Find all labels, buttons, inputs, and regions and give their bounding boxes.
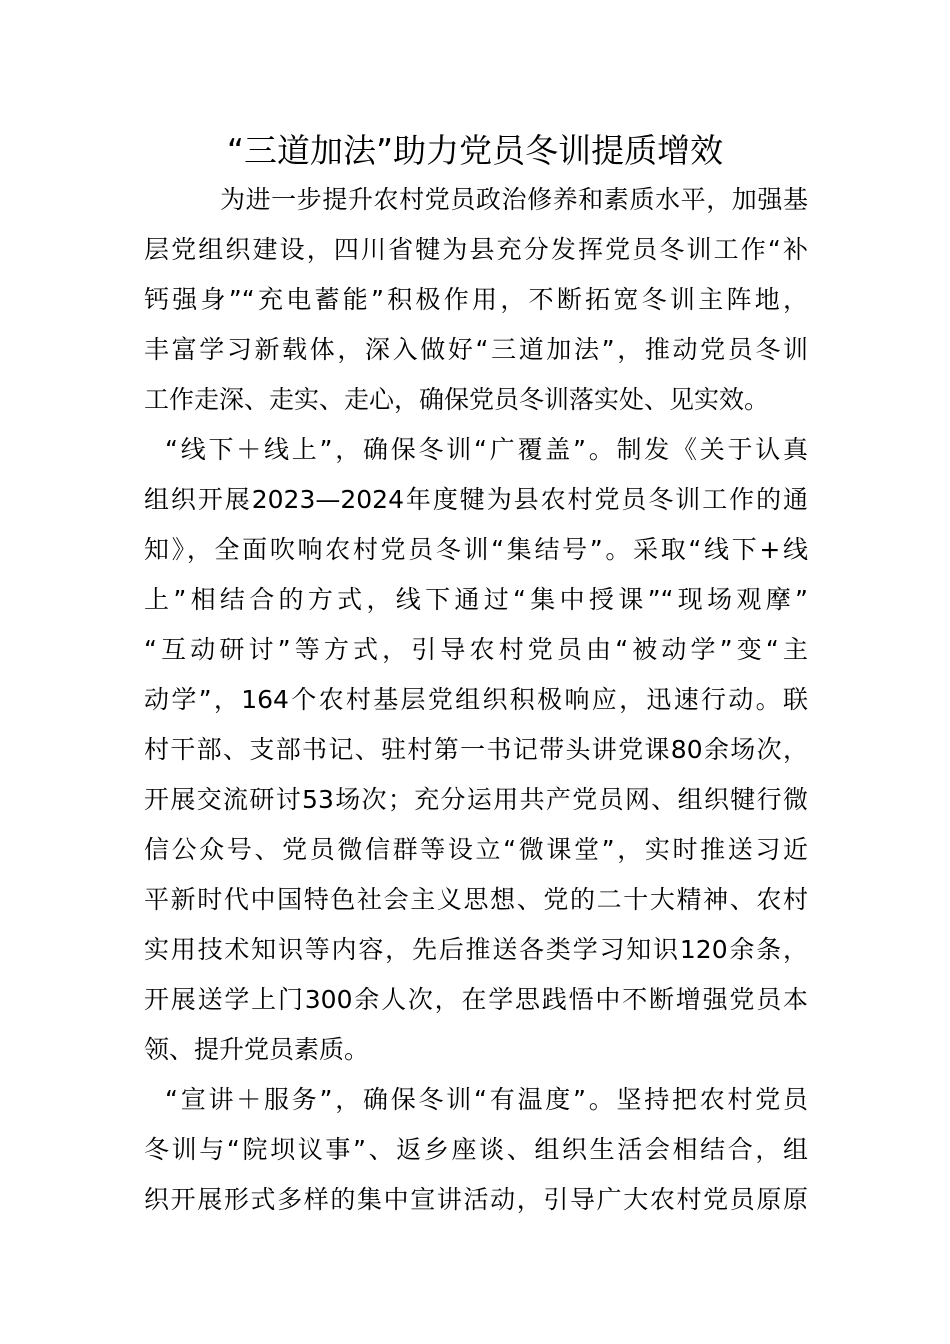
paragraph-1-line-4: 丰富学习新载体，深入做好“三道加法”，推动党员冬训 [144,335,808,364]
paragraph-2-line-9: 信公众号、党员微信群等设立“微课堂”，实时推送习近 [144,835,808,864]
paragraph-2-line-6: 动学”，164个农村基层党组织积极响应，迅速行动。联 [144,685,808,714]
paragraph-3-line-1: “宣讲＋服务”，确保冬训“有温度”。坚持把农村党员 [165,1085,808,1114]
paragraph-2-line-8: 开展交流研讨53场次；充分运用共产党员网、组织犍行微 [144,785,808,814]
paragraph-2-line-11: 实用技术知识等内容，先后推送各类学习知识120余条， [144,935,808,964]
paragraph-2-line-2: 组织开展2023—2024年度犍为县农村党员冬训工作的通 [144,485,808,514]
paragraph-1-line-5: 工作走深、走实、走心，确保党员冬训落实处、见实效。 [144,385,770,414]
paragraph-2-line-13: 领、提升党员素质。 [144,1035,370,1064]
paragraph-2-line-10: 平新时代中国特色社会主义思想、党的二十大精神、农村 [144,885,808,914]
paragraph-1-line-3: 钙强身”“充电蓄能”积极作用，不断拓宽冬训主阵地， [144,285,808,314]
paragraph-2-line-12: 开展送学上门300余人次，在学思践悟中不断增强党员本 [144,985,808,1014]
document-title: “三道加法”助力党员冬训提质增效 [226,131,724,170]
paragraph-2-line-7: 村干部、支部书记、驻村第一书记带头讲党课80余场次， [144,735,808,764]
paragraph-2-line-1: “线下＋线上”，确保冬训“广覆盖”。制发《关于认真 [165,435,808,464]
paragraph-3-line-3: 织开展形式多样的集中宣讲活动，引导广大农村党员原原 [144,1185,808,1214]
paragraph-3-line-2: 冬训与“院坝议事”、返乡座谈、组织生活会相结合，组 [144,1135,808,1164]
paragraph-2-line-3: 知》，全面吹响农村党员冬训“集结号”。采取“线下+线 [144,535,808,564]
paragraph-2-line-5: “互动研讨”等方式，引导农村党员由“被动学”变“主 [144,635,808,664]
paragraph-1-line-1: 为进一步提升农村党员政治修养和素质水平，加强基 [220,185,808,214]
paragraph-2-line-4: 上”相结合的方式，线下通过“集中授课”“现场观摩” [144,585,808,614]
paragraph-1-line-2: 层党组织建设，四川省犍为县充分发挥党员冬训工作“补 [144,235,808,264]
